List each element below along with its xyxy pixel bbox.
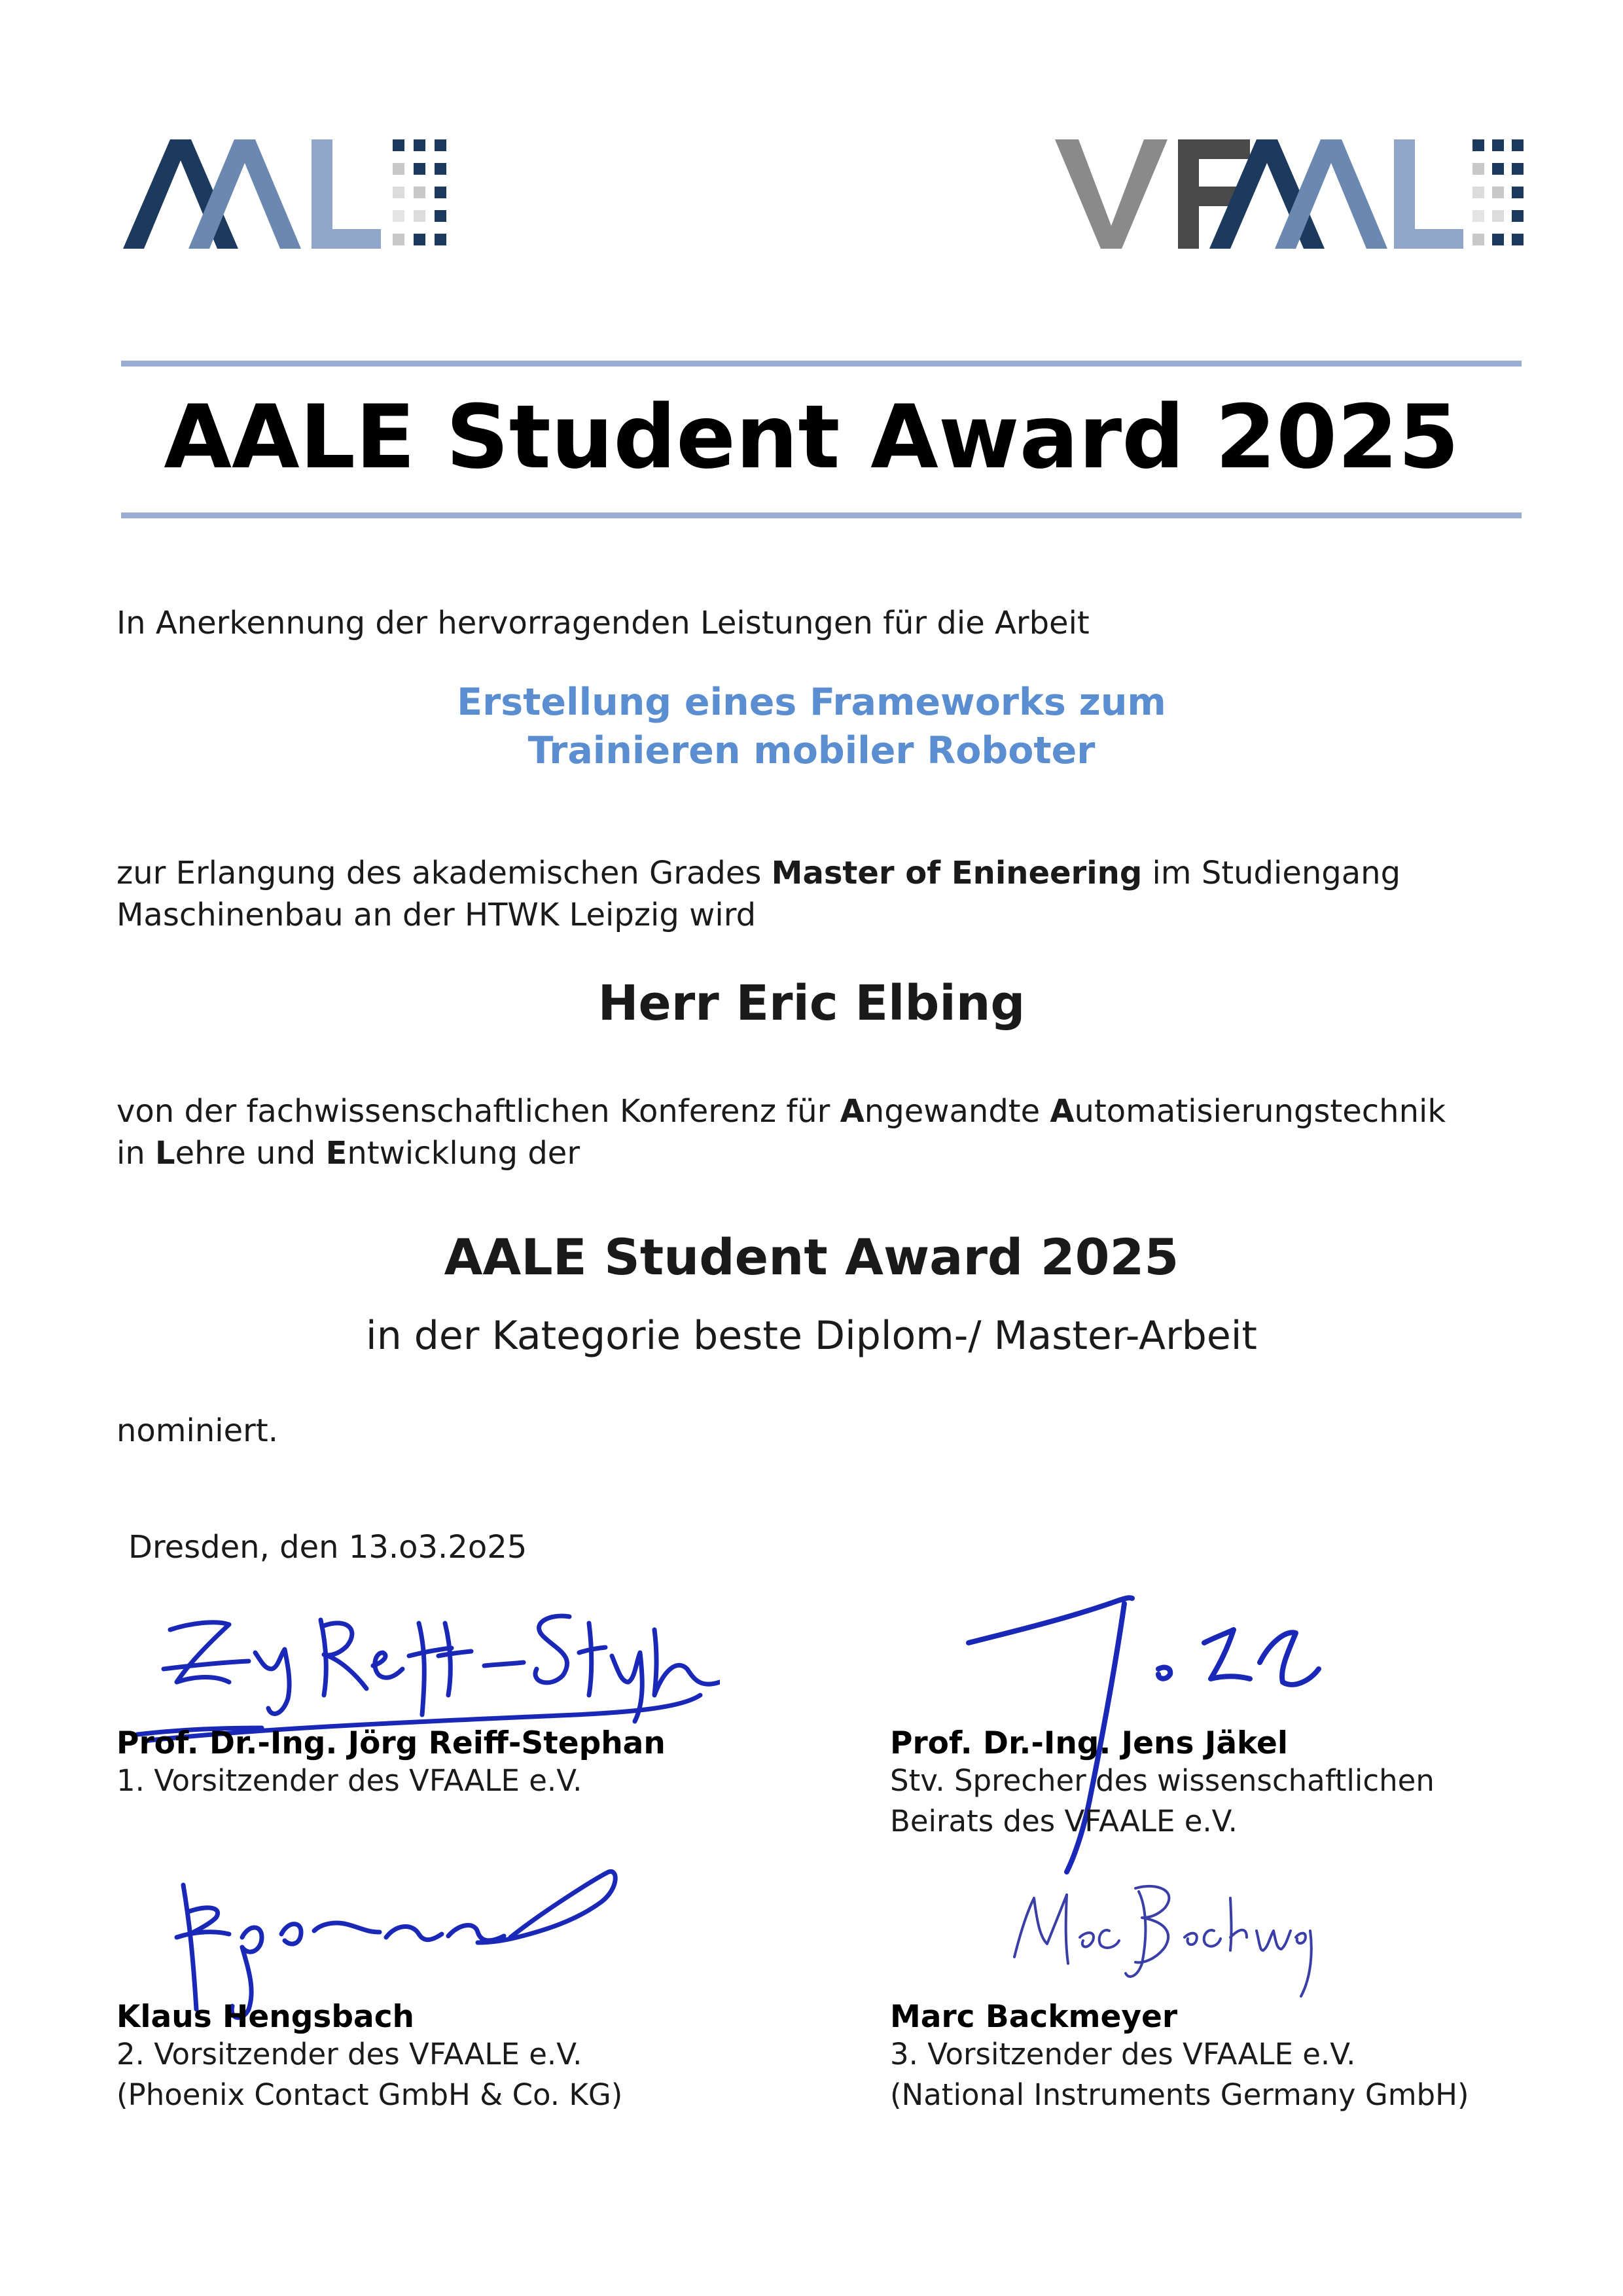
signatory-2-role-line2: Beirats des VFAALE e.V.	[890, 1804, 1238, 1839]
place-date: Dresden, den 13.o3.2o25	[128, 1529, 527, 1566]
signatory-1-role	[116, 1761, 582, 1801]
conf-l1-e: utomatisierungstechnik	[1074, 1093, 1446, 1130]
degree-line1	[116, 852, 1400, 894]
conference-line2	[116, 1132, 1446, 1174]
title-top-rule	[121, 361, 1522, 367]
conf-l2-b: L	[155, 1135, 175, 1172]
degree-name: Master of Enineering	[771, 855, 1143, 891]
signatory-1-role-line1: 1. Vorsitzender des VFAALE e.V.	[116, 1763, 582, 1798]
degree-prefix: zur Erlangung des akademischen Grades	[116, 855, 772, 891]
aale-logo	[118, 134, 458, 255]
signatory-4-role-line1: 3. Vorsitzender des VFAALE e.V.	[890, 2037, 1356, 2072]
signatory-4-role	[890, 2034, 1469, 2115]
signatory-3-role-line2: (Phoenix Contact GmbH & Co. KG)	[116, 2077, 623, 2112]
degree-line2: Maschinenbau an der HTWK Leipzig wird	[116, 897, 757, 933]
signatory-3-name: Klaus Hengsbach	[116, 1999, 415, 2035]
thesis-title-line1: Erstellung eines Frameworks zum	[457, 681, 1166, 724]
intro-text: In Anerkennung der hervorragenden Leistungen für die Arbeit	[116, 605, 1090, 641]
conference-text	[116, 1090, 1446, 1174]
signatory-3-role	[116, 2034, 622, 2115]
signatory-2-role-line1: Stv. Sprecher des wissenschaftlichen	[890, 1763, 1435, 1798]
thesis-title-line2: Trainieren mobiler Roboter	[527, 729, 1096, 772]
conf-l1-a: von der fachwissenschaftlichen Konferenz für	[116, 1093, 840, 1130]
thesis-title	[0, 678, 1623, 775]
signatory-4-name: Marc Backmeyer	[890, 1999, 1178, 2035]
award-name: AALE Student Award 2025	[444, 1228, 1179, 1286]
conf-l1-b: A	[840, 1093, 865, 1130]
vfaale-logo	[1054, 134, 1525, 255]
conf-l2-a: in	[116, 1135, 156, 1172]
signatory-2-name: Prof. Dr.-Ing. Jens Jäkel	[890, 1725, 1289, 1761]
signatory-3-role-line1: 2. Vorsitzender des VFAALE e.V.	[116, 2037, 582, 2072]
conf-l1-c: ngewandte	[864, 1093, 1050, 1130]
signatory-2-role	[890, 1761, 1435, 1842]
nominated-text: nominiert.	[116, 1412, 278, 1449]
title-bottom-rule	[121, 512, 1522, 518]
conference-line1	[116, 1090, 1446, 1132]
conf-l1-d: A	[1050, 1093, 1075, 1130]
award-category: in der Kategorie beste Diplom-/ Master-Arbeit	[366, 1313, 1257, 1359]
conf-l2-c: ehre und	[175, 1135, 326, 1172]
conf-l2-e: ntwicklung der	[347, 1135, 580, 1172]
degree-suffix: im Studiengang	[1142, 855, 1401, 891]
signatory-4-role-line2: (National Instruments Germany GmbH)	[890, 2077, 1469, 2112]
conf-l2-d: E	[325, 1135, 348, 1172]
signature-backmeyer	[988, 1865, 1315, 2009]
page-title: AALE Student Award 2025	[164, 386, 1459, 488]
recipient-name: Herr Eric Elbing	[597, 975, 1026, 1031]
signatory-1-name: Prof. Dr.-Ing. Jörg Reiff-Stephan	[116, 1725, 666, 1761]
degree-text	[116, 852, 1400, 936]
